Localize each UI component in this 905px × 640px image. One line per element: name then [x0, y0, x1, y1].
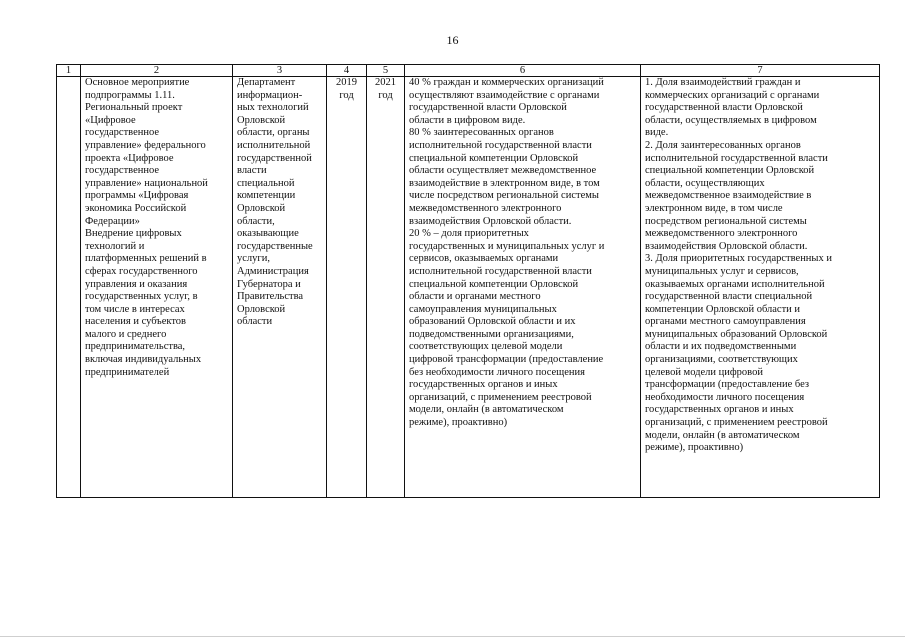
cell-end-year: 2021 год: [367, 77, 405, 498]
column-header: 6: [405, 65, 641, 77]
table-row: [57, 77, 880, 498]
cell-expected-result: 40 % граждан и коммерческих организаций осуществляют взаимодействие с органами государственной власти Орловской области в цифровом виде. 80 % заинтересованных органов исполнительной государственной власти специальной компетенции Орловской области осуществляет межведомственное взаимодействие в электронном виде, в том числе посредством региональной системы межведомственного электронного взаимодействия Орловской области. 20 % – доля приоритетных государственных и муниципальных услуг и сервисов, оказываемых органами исполнительной государственной власти специальной компетенции Орловской области и органами местного самоуправления муниципальных образований Орловской области и их подведомственными организациями, соответствующих целевой модели цифровой трансформации (предоставление без необходимости личного посещения государственных органов и иных организаций, с применением реестровой модели, онлайн (в автоматическом режиме), проактивно): [405, 77, 641, 498]
column-header: 2: [81, 65, 233, 77]
cell-responsible-executor: Департамент информацион- ных технологий Орловской области, органы исполнительной государственной власти специальной компетенции Орловской области, оказывающие государственные услуги, Администрация Губернатора и Правительства Орловской области: [233, 77, 327, 498]
cell-start-year: 2019 год: [327, 77, 367, 498]
column-header: 1: [57, 65, 81, 77]
cell-activity-name: Основное мероприятие подпрограммы 1.11. Региональный проект «Цифровое государственное управление» федерального проекта «Цифровое государственное управление» национальной программы «Цифровая экономика Российской Федерации» Внедрение цифровых технологий и платформенных решений в сферах государственного управления и оказания государственных услуг, в том числе в интересах населения и субъектов малого и среднего предпринимательства, включая индивидуальных предпринимателей: [81, 77, 233, 498]
cell-indicators: 1. Доля взаимодействий граждан и коммерческих организаций с органами государственной власти Орловской области, осуществляемых в цифровом виде. 2. Доля заинтересованных органов исполнительной государственной власти специальной компетенции Орловской области, осуществляющих межведомственное взаимодействие в электронном виде, в том числе посредством региональной системы межведомственного электронного взаимодействия Орловской области. 3. Доля приоритетных государственных и муниципальных услуг и сервисов, оказываемых органами исполнительной государственной власти специальной компетенции Орловской области и органами местного самоуправления муниципальных образований Орловской области и их подведомственными организациями, соответствующих целевой модели цифровой трансформации (предоставление без необходимости личного посещения государственных органов и иных организаций, с применением реестровой модели, онлайн (в автоматическом режиме), проактивно): [641, 77, 880, 498]
cell-row-number: [57, 77, 81, 498]
table-header-row: [57, 65, 880, 77]
column-header: 5: [367, 65, 405, 77]
column-header: 4: [327, 65, 367, 77]
measures-table: [56, 64, 880, 498]
column-header: 3: [233, 65, 327, 77]
page-bottom-divider: [0, 636, 905, 637]
column-header: 7: [641, 65, 880, 77]
page-number: 16: [446, 33, 459, 47]
